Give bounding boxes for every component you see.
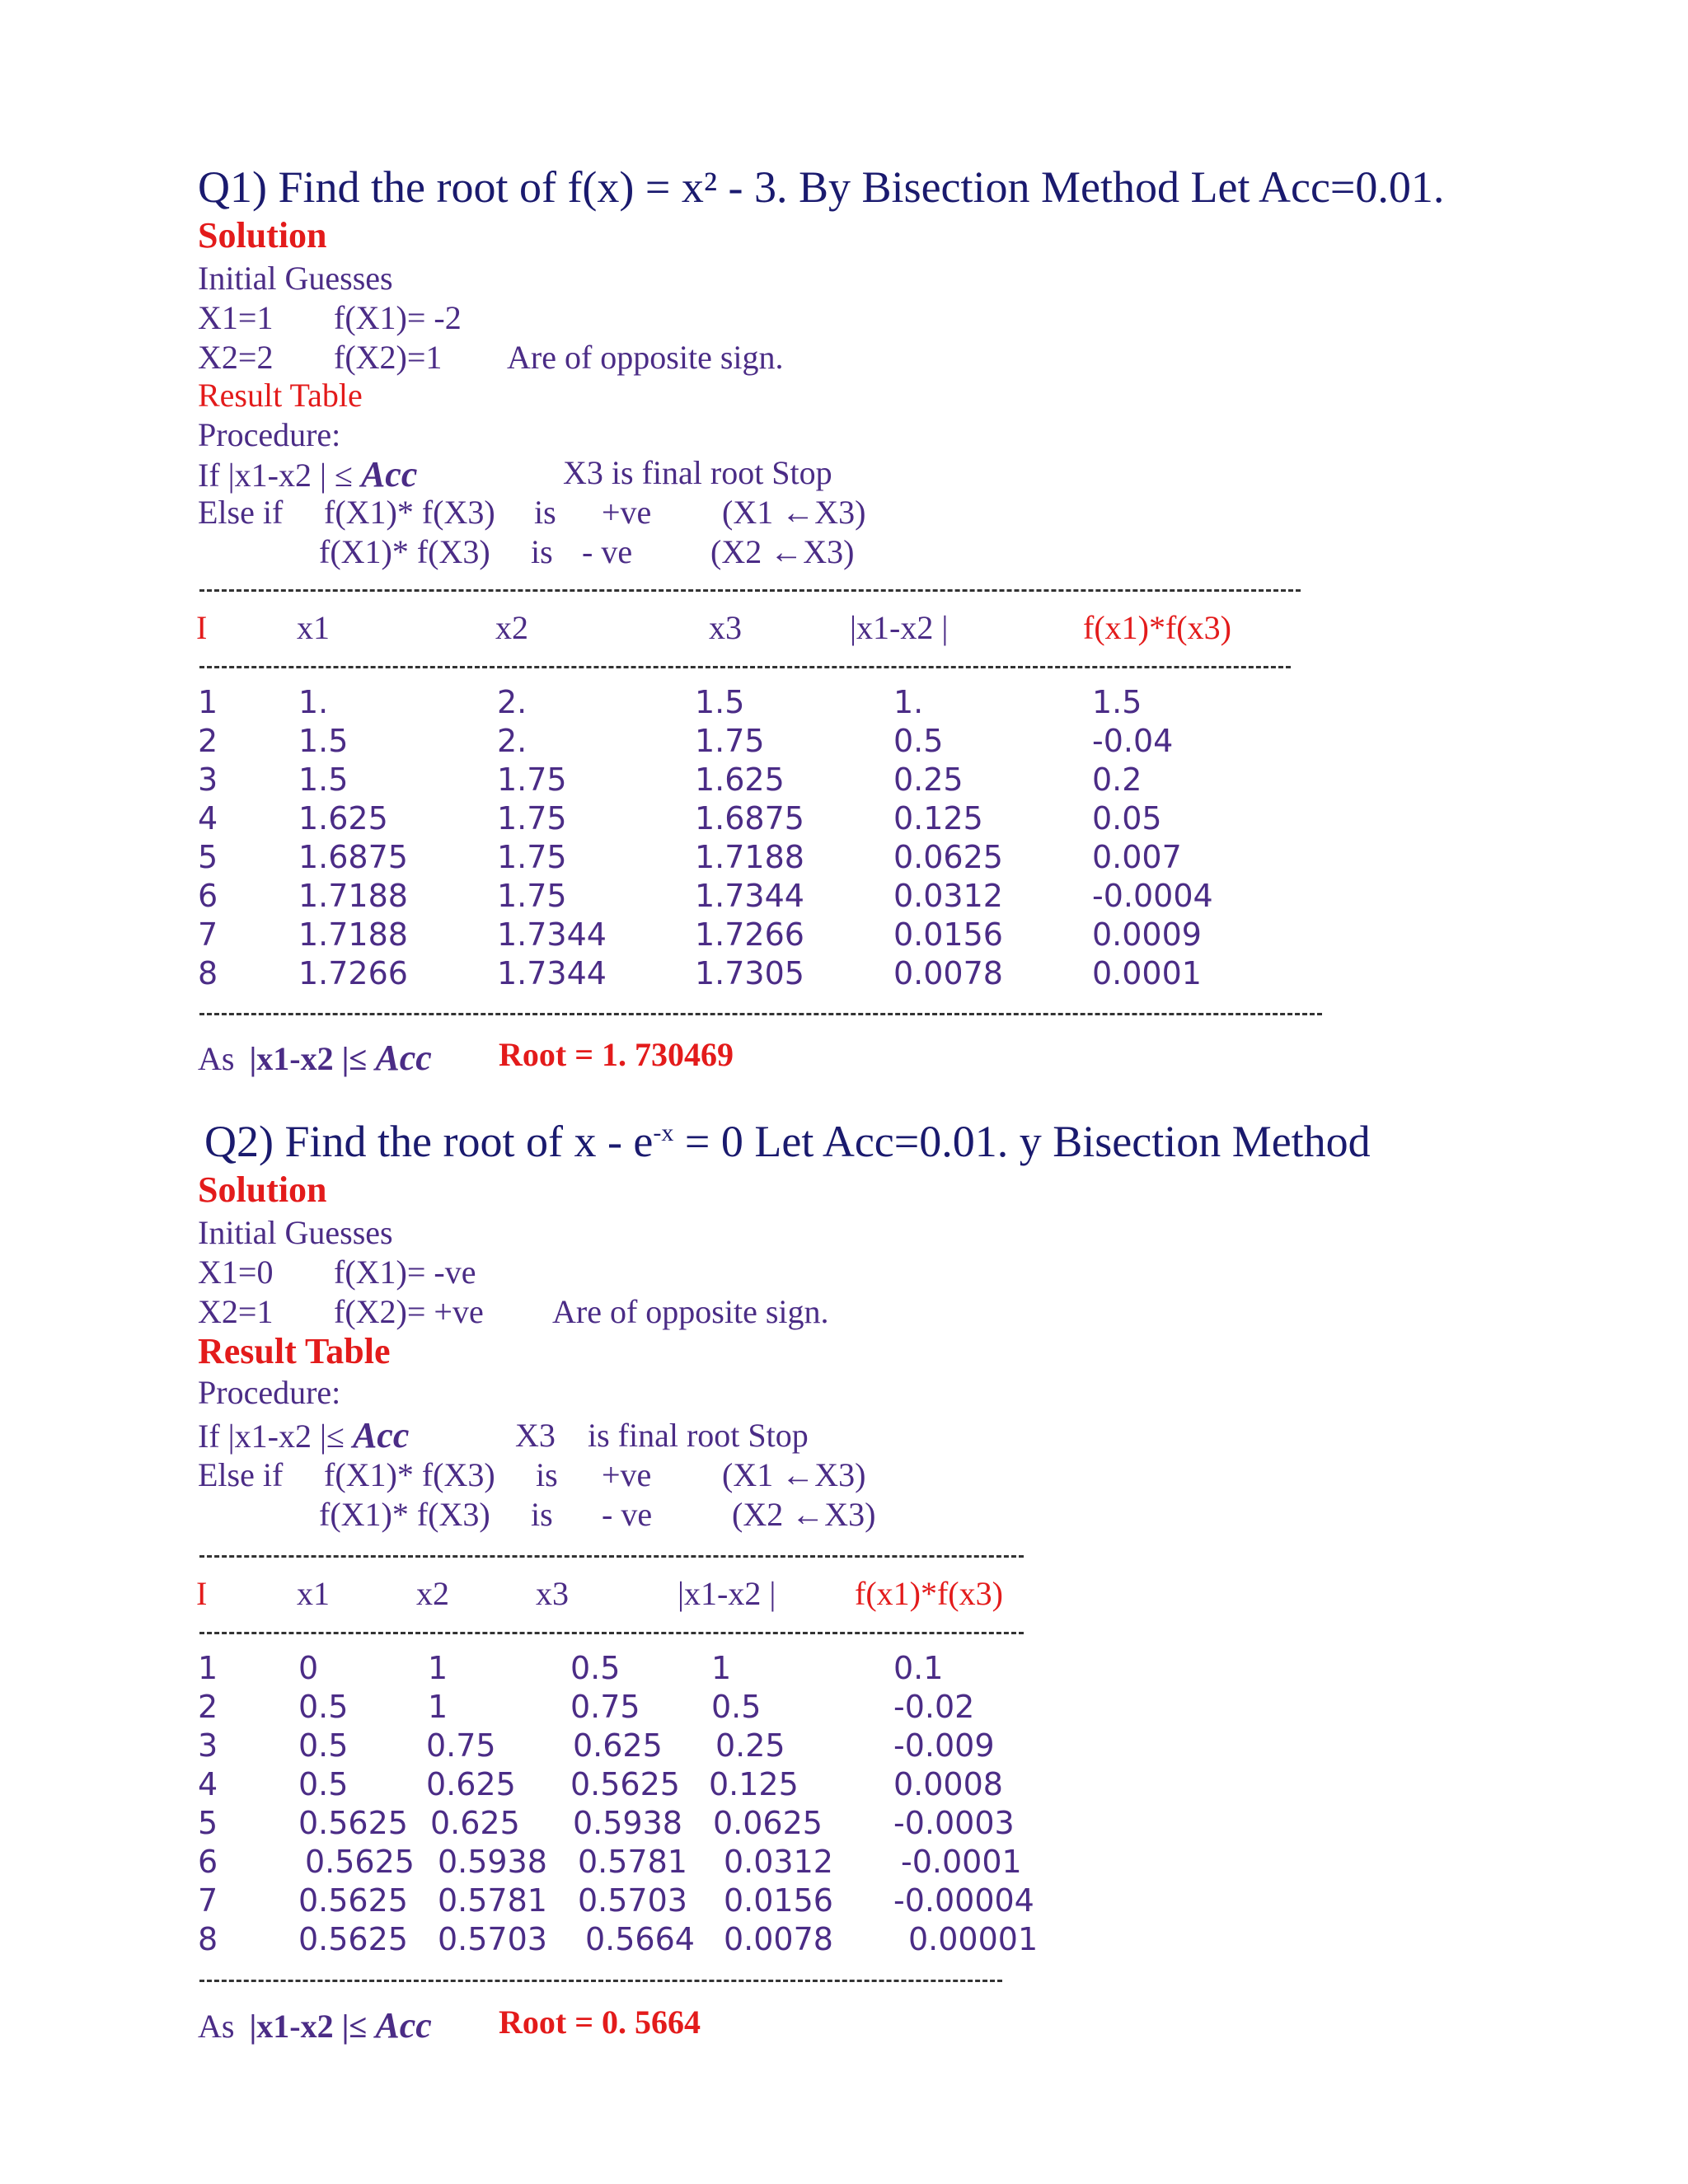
q2-cell-index: 3 xyxy=(198,1727,218,1764)
q2-cell-index: 2 xyxy=(198,1689,218,1725)
q1-cell-x1: 1.7188 xyxy=(298,878,408,914)
q1-positive: +ve xyxy=(602,494,652,531)
q2-cell-index: 6 xyxy=(198,1844,218,1880)
q1-as-text: As xyxy=(198,1040,235,1077)
q1-cell-x2: 1.7344 xyxy=(497,916,607,953)
q1-cell-x3: 1.7305 xyxy=(695,955,804,991)
q2-cell-diff: 0.25 xyxy=(715,1727,785,1764)
q2-fx1fx3-b: f(X1)* f(X3) xyxy=(319,1496,490,1533)
q2-header-x2: x2 xyxy=(416,1575,449,1612)
q2-x2-value: X2=1 xyxy=(198,1293,274,1330)
q1-cell-x2: 1.75 xyxy=(497,800,567,837)
q1-if-text: If |x1-x2 | ≤ xyxy=(198,457,353,494)
q2-cell-index: 4 xyxy=(198,1766,218,1802)
q2-title-exponent: -x xyxy=(653,1119,674,1146)
q2-cell-x1: 0.5625 xyxy=(305,1844,415,1880)
q1-title: Q1) Find the root of f(x) = x² - 3. By Bisection Method Let Acc=0.01. xyxy=(198,162,1445,212)
q1-else-if: Else if xyxy=(198,494,284,531)
q1-header-x1: x1 xyxy=(297,609,330,646)
q1-header-rule xyxy=(199,666,1291,668)
q2-cell-diff: 0.125 xyxy=(709,1766,799,1802)
q2-cell-product: -0.0003 xyxy=(893,1805,1015,1841)
q2-title-part-a: Q2) Find the root of x - e xyxy=(204,1117,654,1166)
q1-header-i: I xyxy=(196,609,208,646)
q1-cell-product: 0.05 xyxy=(1092,800,1162,837)
q1-x1-value: X1=1 xyxy=(198,299,274,336)
q2-x3-label: X3 xyxy=(515,1417,556,1454)
q2-cell-x2: 0.5938 xyxy=(438,1844,547,1880)
q2-cell-x2: 1 xyxy=(428,1689,448,1725)
q2-cell-index: 8 xyxy=(198,1921,218,1957)
q1-fx1fx3-b: f(X1)* f(X3) xyxy=(319,533,490,570)
q2-cell-x1: 0 xyxy=(298,1650,319,1686)
q2-cell-x2: 0.5781 xyxy=(438,1882,547,1919)
q2-cell-x2: 0.625 xyxy=(430,1805,520,1841)
q2-cell-product: -0.009 xyxy=(893,1727,995,1764)
q2-cell-diff: 0.0625 xyxy=(713,1805,823,1841)
q2-cell-diff: 0.0156 xyxy=(724,1882,833,1919)
q1-header-x2: x2 xyxy=(495,609,528,646)
q1-cell-x1: 1.5 xyxy=(298,762,349,798)
q1-cell-index: 2 xyxy=(198,723,218,759)
q2-table-top-rule xyxy=(199,1555,1024,1558)
q1-cell-x2: 1.75 xyxy=(497,839,567,875)
q1-cell-x1: 1.7188 xyxy=(298,916,408,953)
q1-cell-x3: 1.7344 xyxy=(695,878,804,914)
q1-cell-x2: 1.7344 xyxy=(497,955,607,991)
q1-x2-value: X2=2 xyxy=(198,339,274,376)
q1-table-bottom-rule xyxy=(199,1013,1322,1015)
q2-cell-x2: 0.625 xyxy=(426,1766,516,1802)
q1-cell-diff: 1. xyxy=(893,684,924,720)
q2-negative: - ve xyxy=(602,1496,653,1533)
q1-table-top-rule xyxy=(199,589,1301,592)
q1-fx1fx3-a: f(X1)* f(X3) xyxy=(324,494,495,531)
q2-if-text: If |x1-x2 |≤ xyxy=(198,1418,345,1455)
q1-cell-product: 1.5 xyxy=(1092,684,1142,720)
q1-cell-index: 6 xyxy=(198,878,218,914)
q1-cell-x1: 1.7266 xyxy=(298,955,408,991)
q1-cell-index: 5 xyxy=(198,839,218,875)
q2-fx1-value: f(X1)= -ve xyxy=(334,1254,476,1291)
q1-acc-symbol-2: Acc xyxy=(375,1038,432,1078)
q1-root-result: Root = 1. 730469 xyxy=(499,1036,734,1073)
q2-cell-x1: 0.5 xyxy=(298,1689,349,1725)
q1-header-x3: x3 xyxy=(709,609,742,646)
q2-x1-assign: (X1 ←X3) xyxy=(722,1456,866,1493)
q2-cell-x3: 0.5781 xyxy=(578,1844,687,1880)
q2-as-condition: |x1-x2 |≤ xyxy=(249,2008,368,2045)
q2-cell-diff: 1 xyxy=(711,1650,732,1686)
q1-cell-x1: 1. xyxy=(298,684,329,720)
q1-cell-x1: 1.6875 xyxy=(298,839,408,875)
q2-table-bottom-rule xyxy=(199,1980,1002,1982)
q1-cell-x2: 2. xyxy=(497,723,528,759)
q1-cell-x3: 1.7188 xyxy=(695,839,804,875)
q1-opposite-sign: Are of opposite sign. xyxy=(507,339,784,376)
q1-cell-product: 0.0009 xyxy=(1092,916,1202,953)
q1-cell-product: 0.007 xyxy=(1092,839,1182,875)
q2-header-diff: |x1-x2 | xyxy=(678,1575,776,1612)
q1-cell-diff: 0.0312 xyxy=(893,878,1003,914)
q2-header-product: f(x1)*f(x3) xyxy=(855,1575,1003,1612)
q1-cell-x2: 2. xyxy=(497,684,528,720)
q2-cell-x1: 0.5 xyxy=(298,1766,349,1802)
q1-cell-x3: 1.625 xyxy=(695,762,785,798)
q1-cell-index: 1 xyxy=(198,684,218,720)
q1-cell-x2: 1.75 xyxy=(497,762,567,798)
q2-cell-diff: 0.0078 xyxy=(724,1921,833,1957)
q2-title-part-b: = 0 Let Acc=0.01. y Bisection Method xyxy=(673,1117,1371,1166)
q2-cell-x3: 0.5938 xyxy=(573,1805,682,1841)
q2-cell-x2: 1 xyxy=(428,1650,448,1686)
q1-final-root-text: X3 is final root Stop xyxy=(563,454,832,491)
q2-final-root-text: is final root Stop xyxy=(588,1417,809,1454)
q1-cell-diff: 0.0625 xyxy=(893,839,1003,875)
q2-is-a: is xyxy=(536,1456,558,1493)
q2-root-result: Root = 0. 5664 xyxy=(499,2004,701,2041)
q2-conclusion xyxy=(198,2004,432,2046)
q2-x1-value: X1=0 xyxy=(198,1254,274,1291)
q1-header-diff: |x1-x2 | xyxy=(850,609,949,646)
q1-cell-x2: 1.75 xyxy=(497,878,567,914)
q2-opposite-sign: Are of opposite sign. xyxy=(552,1293,829,1330)
q2-x2-assign: (X2 ←X3) xyxy=(732,1496,876,1533)
q2-cell-x3: 0.5 xyxy=(570,1650,621,1686)
q1-cell-product: 0.0001 xyxy=(1092,955,1202,991)
q2-cell-x1: 0.5625 xyxy=(298,1921,408,1957)
q1-solution-heading: Solution xyxy=(198,215,327,255)
q1-fx2-value: f(X2)=1 xyxy=(334,339,443,376)
q2-positive: +ve xyxy=(602,1456,652,1493)
q2-header-rule xyxy=(199,1632,1024,1634)
q2-cell-x3: 0.5703 xyxy=(578,1882,687,1919)
q1-cell-x3: 1.75 xyxy=(695,723,765,759)
q2-cell-product: 0.1 xyxy=(893,1650,944,1686)
q2-cell-index: 7 xyxy=(198,1882,218,1919)
q2-header-x1: x1 xyxy=(297,1575,330,1612)
q2-cell-product: -0.02 xyxy=(893,1689,975,1725)
q1-conclusion xyxy=(198,1037,432,1079)
q2-else-if: Else if xyxy=(198,1456,284,1493)
q1-cell-index: 3 xyxy=(198,762,218,798)
q1-as-condition: |x1-x2 |≤ xyxy=(249,1040,368,1077)
q2-cell-x1: 0.5625 xyxy=(298,1805,408,1841)
q2-header-x3: x3 xyxy=(536,1575,569,1612)
q1-cell-diff: 0.5 xyxy=(893,723,944,759)
q1-initial-guesses: Initial Guesses xyxy=(198,260,393,297)
q2-header-i: I xyxy=(196,1575,208,1612)
q2-title xyxy=(204,1116,1371,1167)
q2-initial-guesses: Initial Guesses xyxy=(198,1214,393,1251)
q1-cell-diff: 0.25 xyxy=(893,762,964,798)
q2-result-table-heading: Result Table xyxy=(198,1331,391,1371)
q1-cell-x3: 1.6875 xyxy=(695,800,804,837)
q2-acc-symbol: Acc xyxy=(352,1415,410,1455)
q2-cell-index: 1 xyxy=(198,1650,218,1686)
q1-cell-x1: 1.5 xyxy=(298,723,349,759)
q2-procedure-label: Procedure: xyxy=(198,1374,341,1411)
q2-cell-x3: 0.5664 xyxy=(585,1921,695,1957)
q2-cell-x2: 0.75 xyxy=(426,1727,496,1764)
q1-procedure-label: Procedure: xyxy=(198,416,341,453)
q2-cell-product: -0.00004 xyxy=(893,1882,1034,1919)
q1-cell-index: 7 xyxy=(198,916,218,953)
q2-fx2-value: f(X2)= +ve xyxy=(334,1293,484,1330)
q2-as-text: As xyxy=(198,2008,235,2045)
q1-negative: - ve xyxy=(582,533,633,570)
q1-cell-diff: 0.0078 xyxy=(893,955,1003,991)
q1-header-product: f(x1)*f(x3) xyxy=(1083,609,1231,646)
q2-fx1fx3-a: f(X1)* f(X3) xyxy=(324,1456,495,1493)
q1-is-a: is xyxy=(534,494,556,531)
q2-cell-x3: 0.5625 xyxy=(570,1766,680,1802)
q1-cell-x1: 1.625 xyxy=(298,800,388,837)
q2-cell-x2: 0.5703 xyxy=(438,1921,547,1957)
q1-cell-index: 8 xyxy=(198,955,218,991)
q2-solution-heading: Solution xyxy=(198,1169,327,1210)
q2-if-condition xyxy=(198,1414,409,1456)
q2-cell-diff: 0.5 xyxy=(711,1689,762,1725)
q1-acc-symbol: Acc xyxy=(360,454,418,494)
q2-cell-x1: 0.5 xyxy=(298,1727,349,1764)
q2-cell-index: 5 xyxy=(198,1805,218,1841)
q1-cell-diff: 0.0156 xyxy=(893,916,1003,953)
q2-cell-x1: 0.5625 xyxy=(298,1882,408,1919)
q1-fx1-value: f(X1)= -2 xyxy=(334,299,462,336)
q2-cell-product: 0.0008 xyxy=(893,1766,1003,1802)
q1-x1-assign: (X1 ←X3) xyxy=(722,494,866,531)
q2-cell-product: 0.00001 xyxy=(908,1921,1039,1957)
q2-acc-symbol-2: Acc xyxy=(375,2005,432,2046)
q1-cell-x3: 1.5 xyxy=(695,684,745,720)
q2-cell-diff: 0.0312 xyxy=(724,1844,833,1880)
q1-cell-x3: 1.7266 xyxy=(695,916,804,953)
q1-cell-diff: 0.125 xyxy=(893,800,983,837)
q1-is-b: is xyxy=(531,533,553,570)
q2-cell-x3: 0.75 xyxy=(570,1689,640,1725)
q1-cell-product: -0.04 xyxy=(1092,723,1174,759)
q2-cell-x3: 0.625 xyxy=(573,1727,663,1764)
q1-x2-assign: (X2 ←X3) xyxy=(710,533,855,570)
q2-is-b: is xyxy=(531,1496,553,1533)
q1-cell-product: -0.0004 xyxy=(1092,878,1213,914)
q1-cell-index: 4 xyxy=(198,800,218,837)
q1-result-table-heading: Result Table xyxy=(198,377,363,414)
q1-if-condition xyxy=(198,453,417,495)
q2-cell-product: -0.0001 xyxy=(901,1844,1022,1880)
q1-cell-product: 0.2 xyxy=(1092,762,1142,798)
